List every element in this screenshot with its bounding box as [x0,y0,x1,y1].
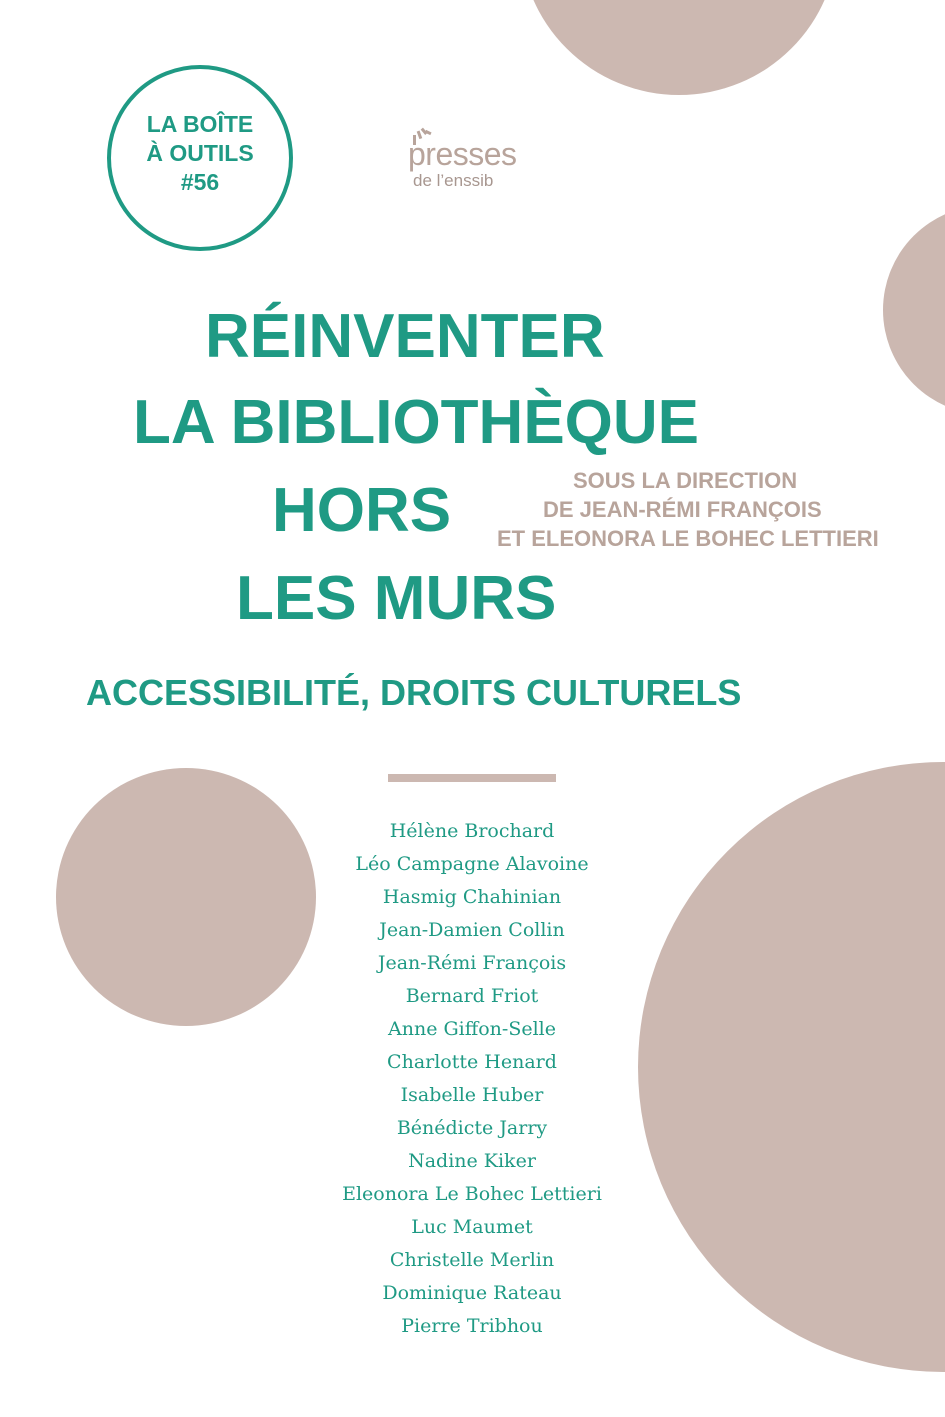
contributor-name: Charlotte Henard [387,1051,557,1073]
title-line-2: LA BIBLIOTHÈQUE [133,388,700,457]
contributor-name: Dominique Rateau [382,1282,562,1304]
series-line1: LA BOÎTE [146,110,254,137]
contributor-name: Hasmig Chahinian [382,886,562,908]
contributor-name: Nadine Kiker [408,1150,536,1172]
decorative-circle-top [520,0,838,95]
divider [388,774,556,782]
decorative-circle-right [883,205,945,415]
contributor-name: Bénédicte Jarry [396,1117,548,1139]
contributor-name: Luc Maumet [411,1216,533,1238]
subtitle: ACCESSIBILITÉ, DROITS CULTURELS [86,672,742,713]
title-line-4: LES MURS [236,564,557,633]
series-number: #56 [180,168,220,195]
contributor-name: Eleonora Le Bohec Lettieri [342,1183,602,1205]
publisher-subname: de l’enssib [413,171,494,190]
editors-line-1: SOUS LA DIRECTION [573,468,798,493]
contributor-name: Anne Giffon-Selle [388,1018,556,1040]
series-badge [107,65,293,251]
contributor-name: Jean-Damien Collin [379,919,565,941]
editors-line-2: DE JEAN-RÉMI FRANÇOIS [543,497,822,522]
contributor-name: Christelle Merlin [389,1249,555,1271]
contributors-list [272,815,672,1343]
editors-line-3: ET ELEONORA LE BOHEC LETTIERI [497,526,879,551]
contributor-name: Isabelle Huber [400,1084,544,1106]
decorative-circle-bottom-right [638,762,945,1372]
contributor-name: Jean-Rémi François [377,952,567,974]
publisher-logo [408,126,538,196]
title-line-1: RÉINVENTER [205,302,605,371]
contributor-name: Bernard Friot [405,985,539,1007]
series-line2: À OUTILS [146,139,254,166]
contributor-name: Pierre Tribhou [401,1315,543,1337]
publisher-name: presses [408,136,517,172]
contributor-name: Léo Campagne Alavoine [355,853,589,875]
contributor-name: Hélène Brochard [389,820,555,842]
title-line-3: HORS [272,476,452,545]
